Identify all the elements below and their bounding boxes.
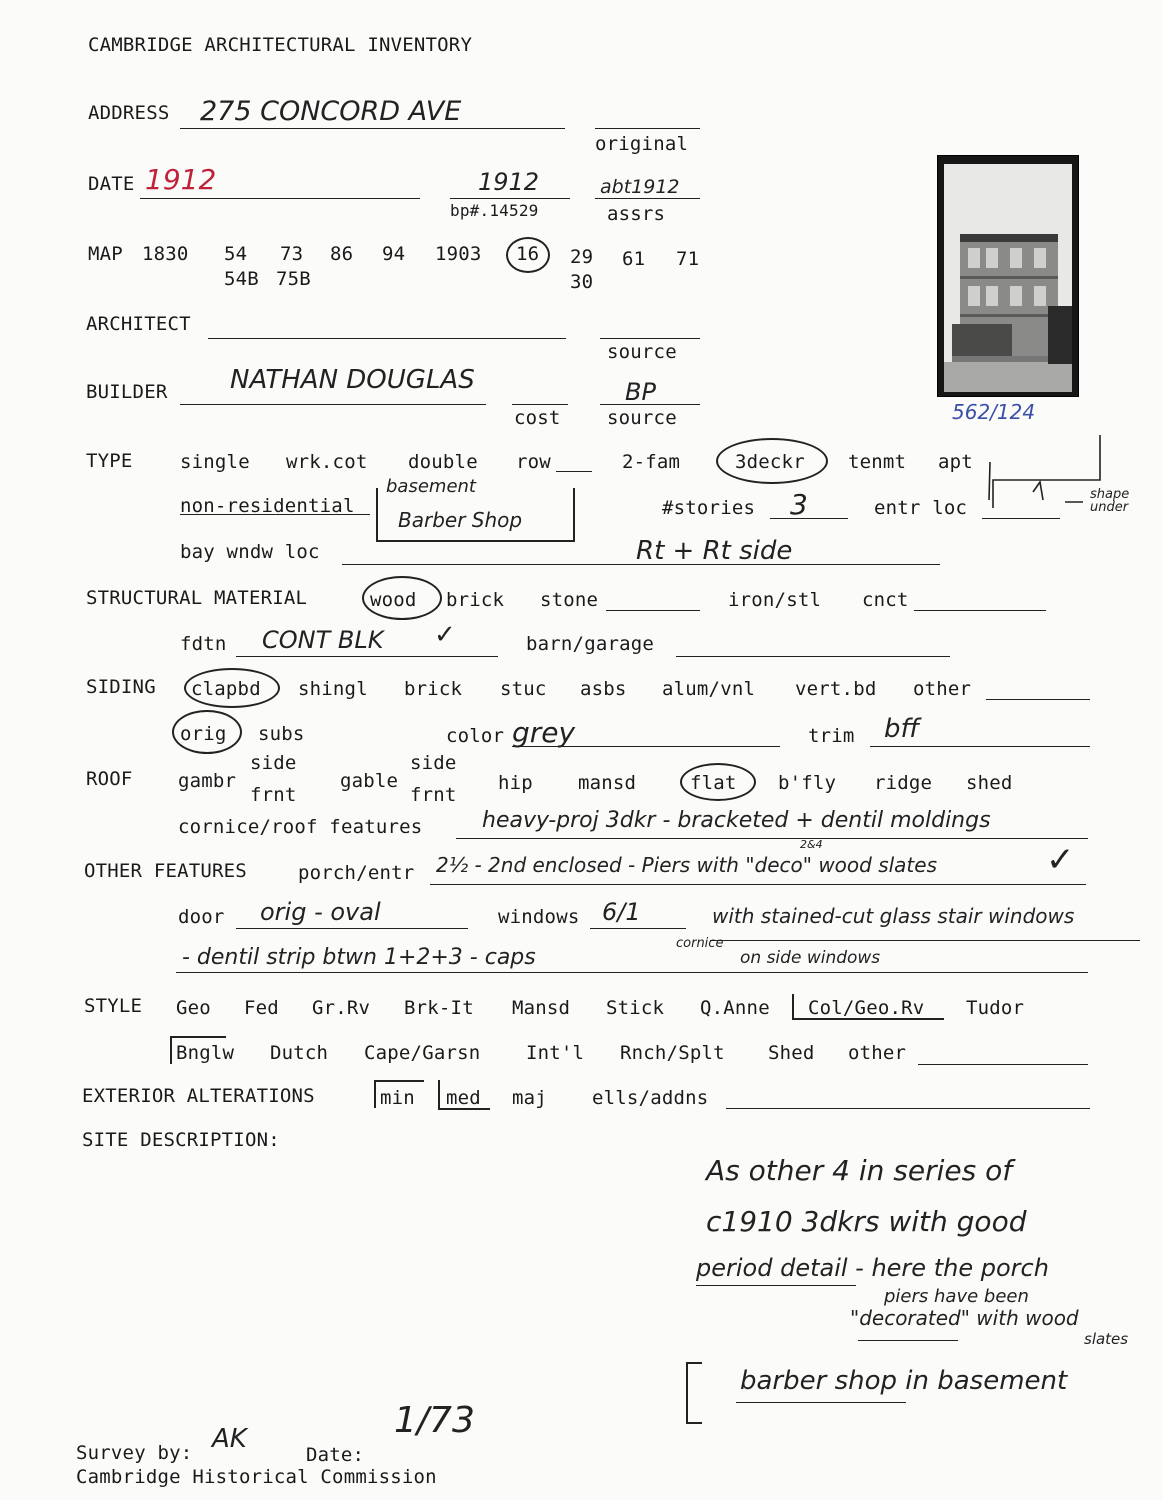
map-year: 73 (280, 243, 304, 265)
roof-option: mansd (578, 772, 637, 794)
barn-underline (676, 656, 950, 657)
color-value: grey (512, 716, 576, 749)
barn-label: barn/garage (526, 633, 655, 655)
orig-label: orig (180, 723, 227, 745)
structural-option-selected: wood (370, 589, 417, 611)
windows-value: 6/1 (602, 898, 641, 926)
row-underline (556, 471, 592, 472)
map-year: 86 (330, 243, 354, 265)
trim-underline (870, 746, 1090, 747)
porch-label: porch/entr (298, 862, 415, 884)
style-option: Bnglw (176, 1042, 235, 1064)
stories-underline (770, 518, 848, 519)
roof-option: side (410, 752, 457, 774)
style-label: STYLE (84, 995, 143, 1017)
bay-underline (342, 564, 940, 565)
date-underline (140, 198, 420, 199)
roof-option: ridge (874, 772, 933, 794)
alterations-option: ells/addns (592, 1087, 709, 1109)
bnglw-bracket-mark (170, 1036, 226, 1064)
bay-value: Rt + Rt side (636, 536, 793, 566)
fdtn-check-mark: ✓ (434, 620, 456, 650)
door-label: door (178, 906, 225, 928)
min-bracket-mark (374, 1080, 424, 1108)
builder-source-underline (600, 404, 700, 405)
style-option: Mansd (512, 997, 571, 1019)
map-label: MAP (88, 243, 123, 265)
site-note: period detail - here the porch (696, 1254, 1049, 1282)
roof-option: hip (498, 772, 533, 794)
other-line3-tail: on side windows (740, 948, 881, 968)
house-illustration (938, 156, 1078, 396)
site-label: SITE DESCRIPTION: (82, 1129, 280, 1151)
style-other-underline (918, 1064, 1088, 1065)
map-year: 54 (224, 243, 248, 265)
style-bracket-mark (792, 994, 944, 1020)
fdtn-value: CONT BLK (262, 626, 384, 654)
form-title: CAMBRIDGE ARCHITECTURAL INVENTORY (88, 34, 473, 56)
site-note-underline (696, 1285, 856, 1286)
map-year: 75B (276, 268, 311, 290)
structural-option: brick (446, 589, 505, 611)
windows-label: windows (498, 906, 580, 928)
cornice-label: cornice/roof features (178, 816, 423, 838)
bay-label: bay wndw loc (180, 541, 320, 563)
type-option: tenmt (848, 451, 907, 473)
map-year: 54B (224, 268, 259, 290)
roof-circle-mark (680, 763, 756, 801)
siding-option: shingl (298, 678, 368, 700)
map-circle-mark (506, 237, 550, 273)
nonres-note-barber: Barber Shop (398, 508, 523, 532)
nonres-strike (180, 514, 370, 515)
roof-option: frnt (410, 784, 457, 806)
site-note: As other 4 in series of (706, 1154, 1013, 1187)
cornice-underline (456, 838, 1088, 839)
roof-option: shed (966, 772, 1013, 794)
style-option-selected: Col/Geo.Rv (808, 997, 925, 1019)
builder-source-value: BP (625, 378, 656, 406)
survey-date-label: Date: (306, 1444, 365, 1466)
nonres-bracket-mark (376, 488, 575, 542)
original-underline (595, 128, 700, 129)
site-note: barber shop in basement (740, 1366, 1068, 1396)
site-note: c1910 3dkrs with good (706, 1205, 1027, 1238)
building-photo (937, 155, 1079, 397)
alterations-option: med (446, 1087, 481, 1109)
fdtn-underline (236, 656, 498, 657)
porch-sup: 2&4 (800, 838, 823, 851)
barber-underline (736, 1402, 906, 1403)
style-option: Dutch (270, 1042, 329, 1064)
color-label: color (446, 725, 505, 747)
address-label: ADDRESS (88, 102, 170, 124)
roof-option: gable (340, 770, 399, 792)
windows-underline (590, 928, 686, 929)
type-label: TYPE (86, 450, 133, 472)
style-option: Gr.Rv (312, 997, 371, 1019)
stories-value: 3 (790, 488, 808, 521)
color-underline (512, 746, 780, 747)
windows-note-underline (710, 940, 1140, 941)
assrs-label: assrs (607, 203, 666, 225)
map-year-selected: 16 (516, 243, 540, 265)
fdtn-label: fdtn (180, 633, 227, 655)
builder-label: BUILDER (86, 381, 168, 403)
assrs-year: abt1912 (600, 176, 680, 198)
siding-option: alum/vnl (662, 678, 756, 700)
alterations-option: maj (512, 1087, 547, 1109)
porch-value: 2½ - 2nd enclosed - Piers with "deco" wood slates (436, 853, 937, 877)
style-option: Geo (176, 997, 211, 1019)
date-value: 1912 (145, 163, 217, 196)
decorated-underline (858, 1340, 958, 1341)
architect-label: ARCHITECT (86, 313, 191, 335)
cornice-value: heavy-proj 3dkr - bracketed + dentil moldings (482, 808, 991, 833)
trim-value: bff (884, 714, 920, 744)
style-option: Brk-It (404, 997, 474, 1019)
barber-bracket-mark (686, 1362, 702, 1424)
organization-name: Cambridge Historical Commission (76, 1466, 437, 1488)
assrs-underline (595, 198, 700, 199)
builder-underline (180, 404, 486, 405)
other-features-label: OTHER FEATURES (84, 860, 247, 882)
cnct-underline (914, 610, 1046, 611)
architect-source-label: source (607, 341, 677, 363)
windows-note: with stained-cut glass stair windows (712, 904, 1075, 928)
nonres-label: non-residential (180, 495, 355, 517)
address-underline (180, 128, 565, 129)
survey-label: Survey by: (76, 1442, 193, 1464)
type-circle-mark (716, 438, 828, 484)
style-option: Tudor (966, 997, 1025, 1019)
map-year: 1903 (435, 243, 482, 265)
map-year: 1830 (142, 243, 189, 265)
bp-underline (450, 198, 570, 199)
type-option: single (180, 451, 250, 473)
map-year: 29 (570, 246, 594, 268)
style-option: Rnch/Splt (620, 1042, 725, 1064)
type-option: double (408, 451, 478, 473)
map-year: 30 (570, 271, 594, 293)
type-option: 2-fam (622, 451, 681, 473)
style-option: Cape/Garsn (364, 1042, 481, 1064)
site-note: "decorated" with wood (850, 1306, 1079, 1330)
type-option: wrk.cot (286, 451, 368, 473)
cost-underline (512, 404, 568, 405)
stone-underline (606, 610, 700, 611)
style-option: Stick (606, 997, 665, 1019)
architect-underline (208, 338, 566, 339)
bp-number: bp#.14529 (450, 201, 539, 220)
architect-source-underline (600, 338, 700, 339)
siding-option: stuc (500, 678, 547, 700)
med-bracket-mark (438, 1080, 490, 1110)
stories-label: #stories (662, 497, 756, 519)
date-label: DATE (88, 173, 135, 195)
builder-source-label: source (607, 407, 677, 429)
map-year: 94 (382, 243, 406, 265)
cost-label: cost (514, 407, 561, 429)
style-option: Q.Anne (700, 997, 770, 1019)
porch-underline (430, 884, 1086, 885)
original-label: original (595, 133, 689, 155)
roof-option-selected: flat (690, 772, 737, 794)
siding-circle-mark (184, 668, 280, 708)
map-year: 61 (622, 248, 646, 270)
type-option: apt (938, 451, 973, 473)
roof-option: side (250, 752, 297, 774)
siding-label: SIDING (86, 676, 156, 698)
structural-option: iron/stl (728, 589, 822, 611)
structural-option: cnct (862, 589, 909, 611)
survey-value: AK (212, 1424, 247, 1454)
entr-label: entr loc (874, 497, 968, 519)
photo-reference: 562/124 (952, 400, 1036, 424)
roof-option: gambr (178, 770, 237, 792)
type-option-selected: 3deckr (735, 451, 805, 473)
type-option: row (516, 451, 551, 473)
style-option: Shed (768, 1042, 815, 1064)
style-option: Int'l (526, 1042, 585, 1064)
other-line3-sup: cornice (676, 936, 724, 951)
siding-option: asbs (580, 678, 627, 700)
siding-option: other (913, 678, 972, 700)
style-option: other (848, 1042, 907, 1064)
door-underline (236, 928, 468, 929)
builder-value: NATHAN DOUGLAS (230, 365, 475, 395)
entr-note: shape under (1090, 487, 1130, 515)
roof-option: frnt (250, 784, 297, 806)
style-option: Fed (244, 997, 279, 1019)
map-year: 71 (676, 248, 700, 270)
other-line3-value: - dentil strip btwn 1+2+3 - caps (182, 945, 536, 970)
siding-option-selected: clapbd (191, 678, 261, 700)
address-value: 275 CONCORD AVE (200, 96, 462, 127)
trim-label: trim (808, 725, 855, 747)
bp-year: 1912 (478, 168, 540, 196)
door-value: orig - oval (260, 898, 381, 926)
roof-label: ROOF (86, 768, 133, 790)
nonres-note-basement: basement (386, 476, 476, 497)
other-line3-underline (176, 972, 1088, 973)
roof-option: b'fly (778, 772, 837, 794)
porch-check-mark: ✓ (1046, 840, 1075, 880)
subs-label: subs (258, 723, 305, 745)
addns-underline (726, 1108, 1090, 1109)
structural-label: STRUCTURAL MATERIAL (86, 587, 308, 609)
structural-circle-mark (362, 576, 442, 620)
siding-option: brick (404, 678, 463, 700)
alterations-option: min (380, 1087, 415, 1109)
site-note: piers have been (884, 1286, 1029, 1307)
siding-other-underline (986, 699, 1090, 700)
orig-circle-mark (172, 710, 242, 754)
alterations-label: EXTERIOR ALTERATIONS (82, 1085, 315, 1107)
site-note: slates (1084, 1330, 1129, 1348)
siding-option: vert.bd (795, 678, 877, 700)
structural-option: stone (540, 589, 599, 611)
survey-date-value: 1/73 (394, 1400, 475, 1441)
